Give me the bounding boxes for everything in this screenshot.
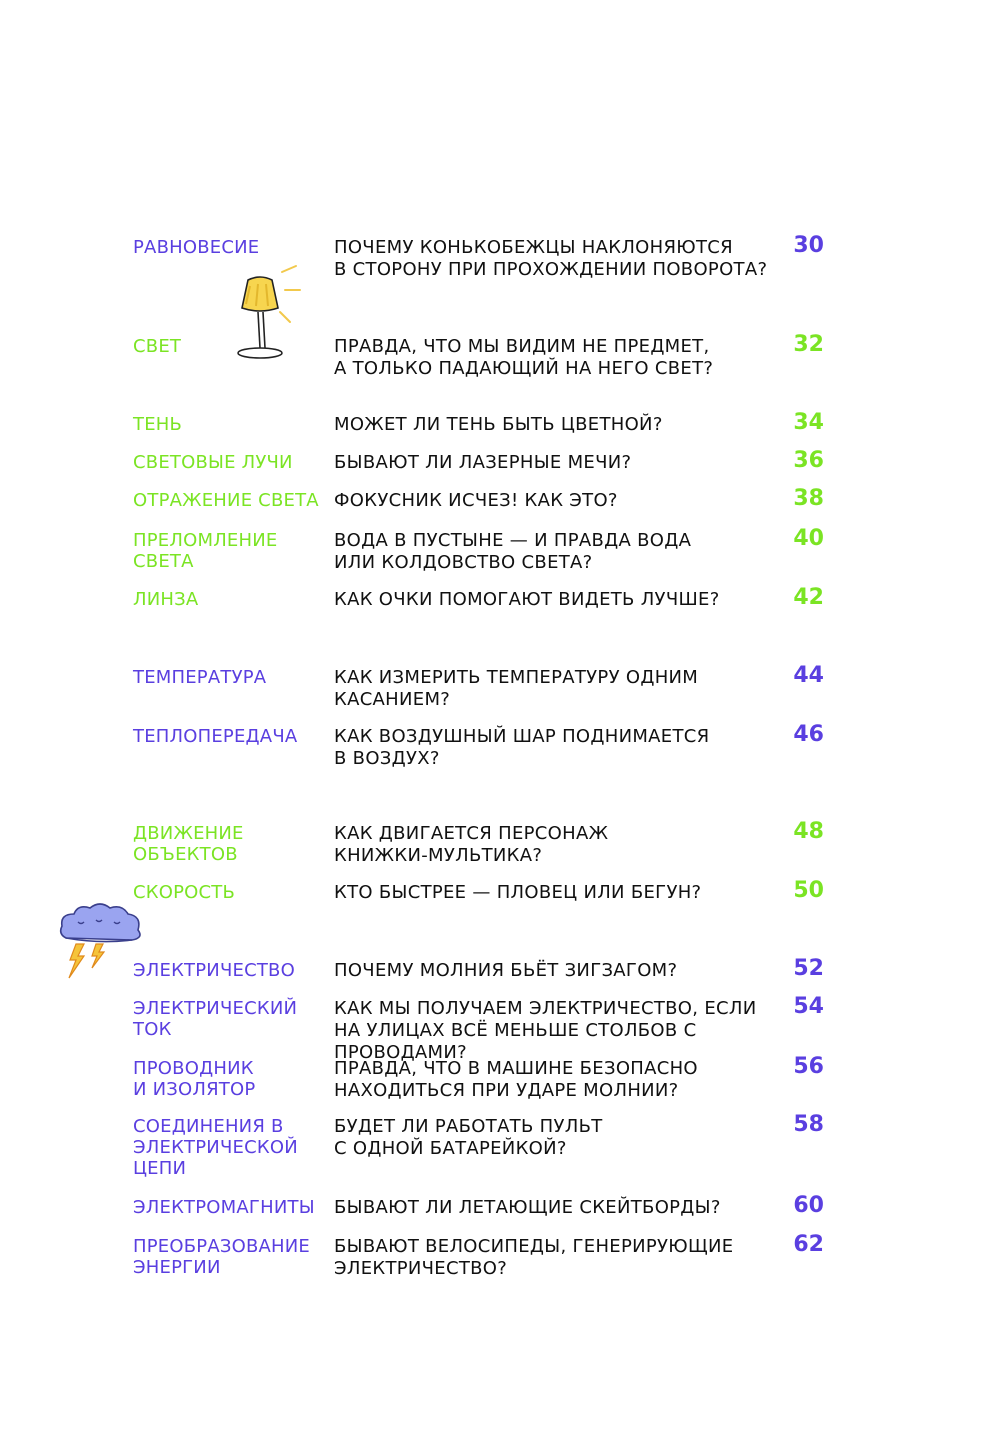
toc-question [334, 589, 794, 611]
toc-question [334, 490, 794, 512]
toc-question-line: БЫВАЮТ ВЕЛОСИПЕДЫ, ГЕНЕРИРУЮЩИЕ [334, 1236, 734, 1257]
toc-question-line: КАСАНИЕМ? [334, 689, 451, 710]
toc-page-number: 38 [793, 486, 824, 511]
toc-question-line: В СТОРОНУ ПРИ ПРОХОЖДЕНИИ ПОВОРОТА? [334, 259, 768, 280]
toc-question-line: МОЖЕТ ЛИ ТЕНЬ БЫТЬ ЦВЕТНОЙ? [334, 414, 663, 435]
toc-topic: ДВИЖЕНИЕ ОБЪЕКТОВ [133, 823, 244, 865]
toc-page-number: 36 [793, 448, 824, 473]
toc-topic: ТЕМПЕРАТУРА [133, 667, 267, 688]
toc-topic: ПРОВОДНИК И ИЗОЛЯТОР [133, 1058, 256, 1100]
toc-question [334, 1058, 794, 1102]
toc-question [334, 823, 794, 867]
toc-question [334, 667, 794, 711]
toc-question [334, 1236, 794, 1280]
toc-page-number: 56 [793, 1054, 824, 1079]
toc-question-line: ЭЛЕКТРИЧЕСТВО? [334, 1258, 508, 1279]
toc-question-line: КАК ДВИГАЕТСЯ ПЕРСОНАЖ [334, 823, 609, 844]
toc-question [334, 882, 794, 904]
toc-topic: СВЕТОВЫЕ ЛУЧИ [133, 452, 293, 473]
toc-question-line: БЫВАЮТ ЛИ ЛАЗЕРНЫЕ МЕЧИ? [334, 452, 632, 473]
toc-question [334, 530, 794, 574]
toc-topic: ЭЛЕКТРИЧЕСТВО [133, 960, 295, 981]
toc-topic: СВЕТ [133, 336, 182, 357]
toc-topic: ЛИНЗА [133, 589, 199, 610]
toc-question-line: ВОДА В ПУСТЫНЕ — И ПРАВДА ВОДА [334, 530, 692, 551]
toc-question-line: КАК ИЗМЕРИТЬ ТЕМПЕРАТУРУ ОДНИМ [334, 667, 699, 688]
toc-topic: ТЕНЬ [133, 414, 183, 435]
toc-question-line: БЫВАЮТ ЛИ ЛЕТАЮЩИЕ СКЕЙТБОРДЫ? [334, 1197, 721, 1218]
toc-question-line: ПОЧЕМУ КОНЬКОБЕЖЦЫ НАКЛОНЯЮТСЯ [334, 237, 733, 258]
toc-topic: ОТРАЖЕНИЕ СВЕТА [133, 490, 319, 511]
toc-question-line: КАК ВОЗДУШНЫЙ ШАР ПОДНИМАЕТСЯ [334, 726, 710, 747]
toc-topic: СОЕДИНЕНИЯ В ЭЛЕКТРИЧЕСКОЙ ЦЕПИ [133, 1116, 298, 1179]
toc-question-line: С ОДНОЙ БАТАРЕЙКОЙ? [334, 1138, 567, 1159]
toc-page-number: 40 [793, 526, 824, 551]
toc-question [334, 414, 794, 436]
toc-question [334, 960, 794, 982]
toc-question-line: ПОЧЕМУ МОЛНИЯ БЬЁТ ЗИГЗАГОМ? [334, 960, 678, 981]
toc-page-number: 60 [793, 1193, 824, 1218]
toc-question-line: В ВОЗДУХ? [334, 748, 440, 769]
lamp-icon [230, 262, 310, 366]
toc-question [334, 452, 794, 474]
toc-page-number: 42 [793, 585, 824, 610]
toc-topic: ЭЛЕКТРИЧЕСКИЙ ТОК [133, 998, 298, 1040]
toc-page-number: 32 [793, 332, 824, 357]
toc-page-number: 30 [793, 233, 824, 258]
toc-question-line: ИЛИ КОЛДОВСТВО СВЕТА? [334, 552, 593, 573]
toc-topic: РАВНОВЕСИЕ [133, 237, 260, 258]
toc-page-number: 58 [793, 1112, 824, 1137]
toc-question [334, 726, 794, 770]
toc-page-number: 50 [793, 878, 824, 903]
toc-question [334, 1116, 794, 1160]
toc-question-line: НАХОДИТЬСЯ ПРИ УДАРЕ МОЛНИИ? [334, 1080, 679, 1101]
toc-question-line: ФОКУСНИК ИСЧЕЗ! КАК ЭТО? [334, 490, 618, 511]
toc-topic: ТЕПЛОПЕРЕДАЧА [133, 726, 298, 747]
toc-question-line: А ТОЛЬКО ПАДАЮЩИЙ НА НЕГО СВЕТ? [334, 358, 714, 379]
toc-question-line: ПРАВДА, ЧТО В МАШИНЕ БЕЗОПАСНО [334, 1058, 698, 1079]
toc-page-number: 62 [793, 1232, 824, 1257]
toc-page-number: 34 [793, 410, 824, 435]
toc-page-number: 54 [793, 994, 824, 1019]
toc-topic: СКОРОСТЬ [133, 882, 236, 903]
toc-question [334, 237, 794, 281]
toc-question-line: ПРАВДА, ЧТО МЫ ВИДИМ НЕ ПРЕДМЕТ, [334, 336, 710, 357]
toc-question-line: БУДЕТ ЛИ РАБОТАТЬ ПУЛЬТ [334, 1116, 603, 1137]
toc-page-number: 52 [793, 956, 824, 981]
toc-page-number: 48 [793, 819, 824, 844]
toc-topic: ПРЕОБРАЗОВАНИЕ ЭНЕРГИИ [133, 1236, 310, 1278]
toc-question-line: КАК ОЧКИ ПОМОГАЮТ ВИДЕТЬ ЛУЧШЕ? [334, 589, 720, 610]
toc-page-number: 44 [793, 663, 824, 688]
toc-topic: ЭЛЕКТРОМАГНИТЫ [133, 1197, 315, 1218]
toc-page-number: 46 [793, 722, 824, 747]
toc-question-line: НА УЛИЦАХ ВСЁ МЕНЬШЕ СТОЛБОВ С ПРОВОДАМИ? [334, 1020, 697, 1063]
toc-question [334, 336, 794, 380]
toc-question-line: КТО БЫСТРЕЕ — ПЛОВЕЦ ИЛИ БЕГУН? [334, 882, 702, 903]
storm-cloud-icon [56, 900, 146, 984]
toc-topic: ПРЕЛОМЛЕНИЕ СВЕТА [133, 530, 278, 572]
toc-question [334, 1197, 794, 1219]
toc-question-line: КНИЖКИ-МУЛЬТИКА? [334, 845, 543, 866]
toc-question-line: КАК МЫ ПОЛУЧАЕМ ЭЛЕКТРИЧЕСТВО, ЕСЛИ [334, 998, 757, 1019]
toc-question [334, 998, 794, 1064]
